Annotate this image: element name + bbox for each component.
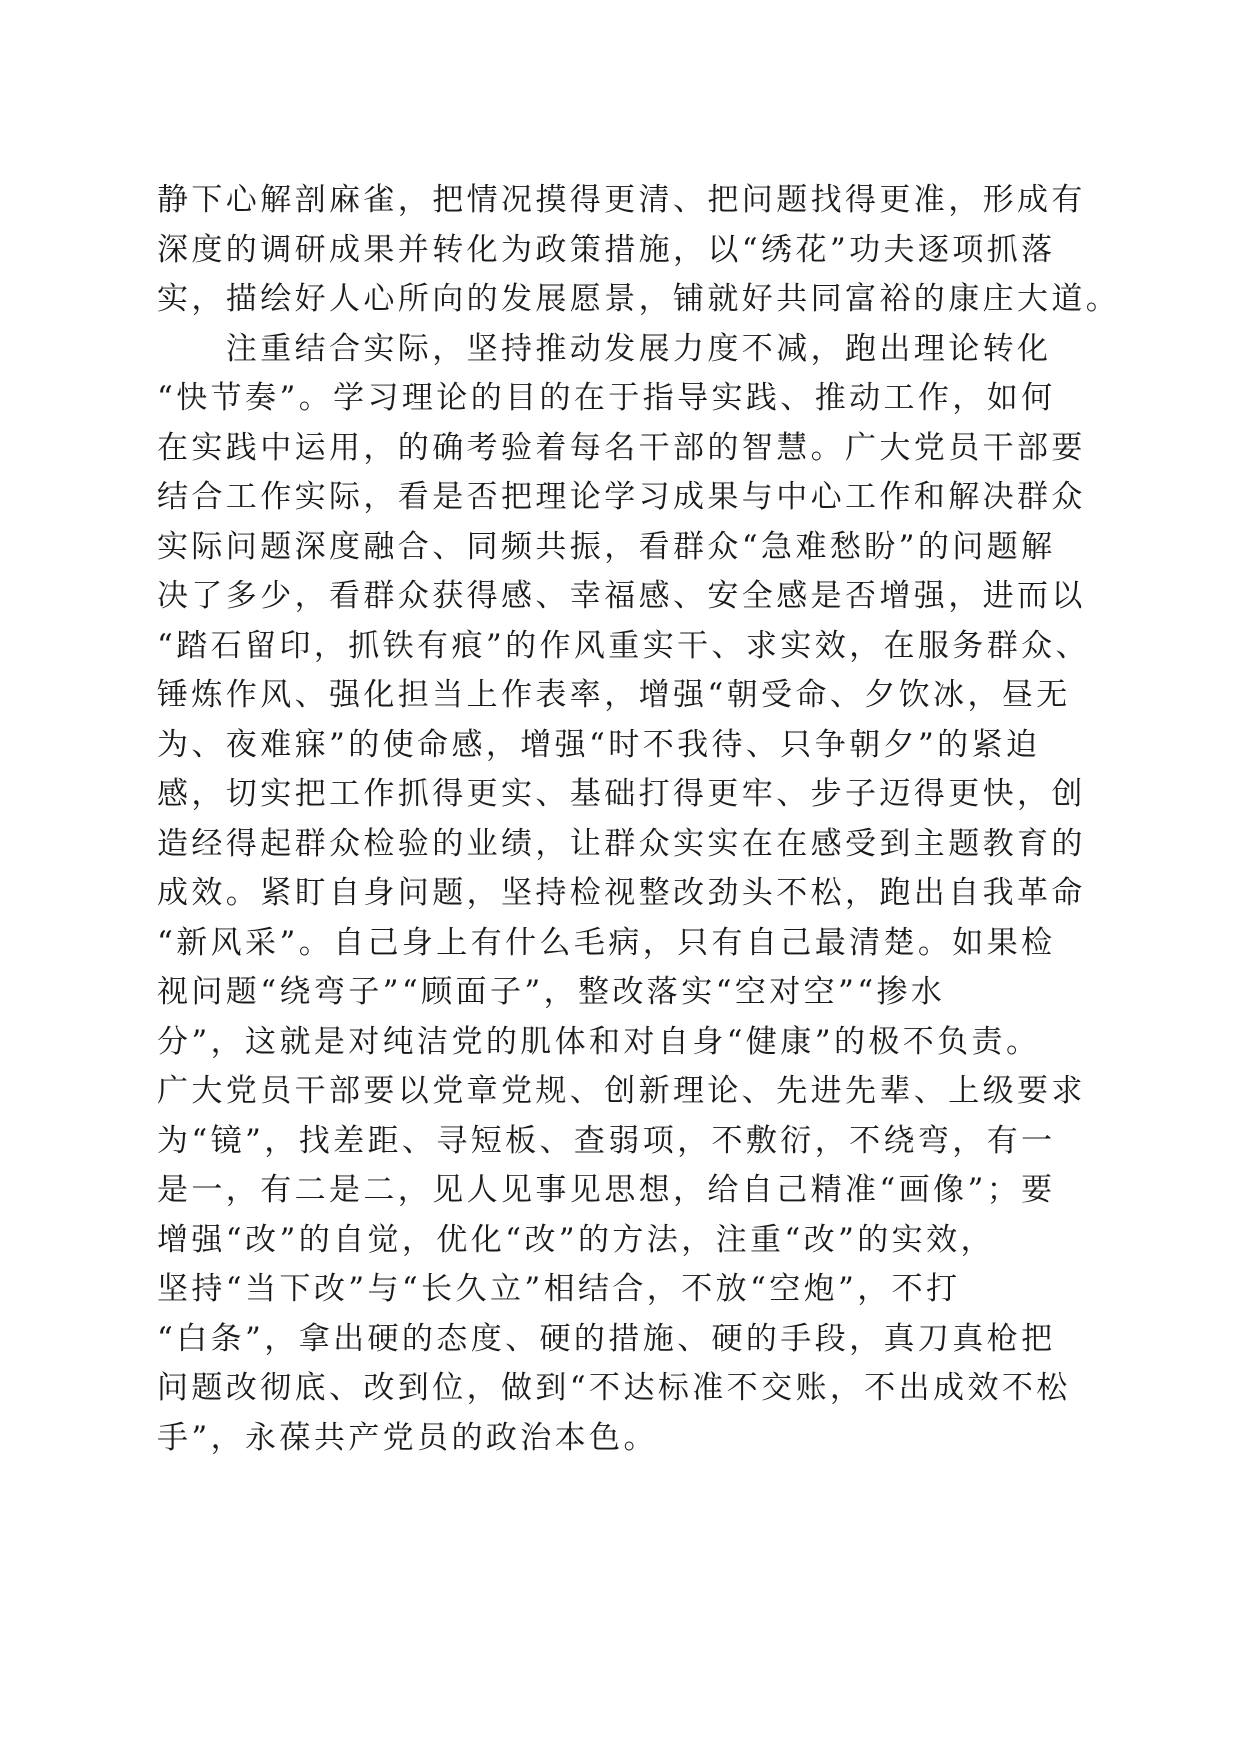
text-line-19: 广大党员干部要以党章党规、创新理论、先进先辈、上级要求: [157, 1073, 1086, 1109]
text-line-24: “白条”，拿出硬的态度、硬的措施、硬的手段，真刀真枪把: [157, 1320, 1056, 1357]
text-line-18: 分”，这就是对纯洁党的肌体和对自身“健康”的极不负责。: [157, 1023, 1041, 1060]
text-line-25: 问题改彻底、改到位，做到“不达标准不交账，不出成效不松: [157, 1370, 1071, 1406]
text-line-11: 锤炼作风、强化担当上作表率，增强“朝受命、夕饮冰，昼无: [157, 677, 1071, 713]
text-line-4: 注重结合实际，坚持推动发展力度不减，跑出理论转化: [157, 330, 1052, 367]
text-line-23: 坚持“当下改”与“长久立”相结合，不放“空炮”，不打: [157, 1271, 961, 1307]
text-line-22: 增强“改”的自觉，优化“改”的方法，注重“改”的实效，: [157, 1221, 995, 1258]
text-line-2: 深度的调研成果并转化为政策措施，以“绣花”功夫逐项抓落: [157, 231, 1056, 268]
text-line-10: “踏石留印，抓铁有痕”的作风重实干、求实效，在服务群众、: [157, 627, 1090, 664]
text-line-3: 实，描绘好人心所向的发展愿景，铺就好共同富裕的康庄大道。: [157, 281, 1121, 317]
text-line-1: 静下心解剖麻雀，把情况摸得更清、把问题找得更准，形成有: [157, 182, 1086, 218]
text-line-7: 结合工作实际，看是否把理论学习成果与中心工作和解决群众: [157, 479, 1086, 515]
text-line-21: 是一，有二是二，见人见事见思想，给自己精准“画像”；要: [157, 1172, 1056, 1208]
text-line-14: 造经得起群众检验的业绩，让群众实实在在感受到主题教育的: [157, 825, 1086, 862]
body-text: [157, 176, 1121, 1463]
text-line-17: 视问题“绕弯子”“顾面子”，整改落实“空对空”“掺水: [157, 974, 946, 1010]
text-line-26: 手”，永葆共产党员的政治本色。: [157, 1419, 658, 1456]
text-line-8: 实际问题深度融合、同频共振，看群众“急难愁盼”的问题解: [157, 528, 1056, 565]
text-line-12: 为、夜难寐”的使命感，增强“时不我待、只争朝夕”的紧迫: [157, 726, 1041, 763]
text-line-6: 在实践中运用，的确考验着每名干部的智慧。广大党员干部要: [157, 429, 1086, 466]
text-line-5: “快节奏”。学习理论的目的在于指导实践、推动工作，如何: [157, 380, 1056, 416]
text-line-20: 为“镜”，找差距、寻短板、查弱项，不敷衍，不绕弯，有一: [157, 1122, 1056, 1159]
text-line-15: 成效。紧盯自身问题，坚持检视整改劲头不松，跑出自我革命: [157, 875, 1086, 911]
text-line-13: 感，切实把工作抓得更实、基础打得更牢、步子迈得更快，创: [157, 776, 1086, 812]
text-line-9: 决了多少，看群众获得感、幸福感、安全感是否增强，进而以: [157, 578, 1086, 614]
text-line-16: “新风采”。自己身上有什么毛病，只有自己最清楚。如果检: [157, 924, 1056, 961]
